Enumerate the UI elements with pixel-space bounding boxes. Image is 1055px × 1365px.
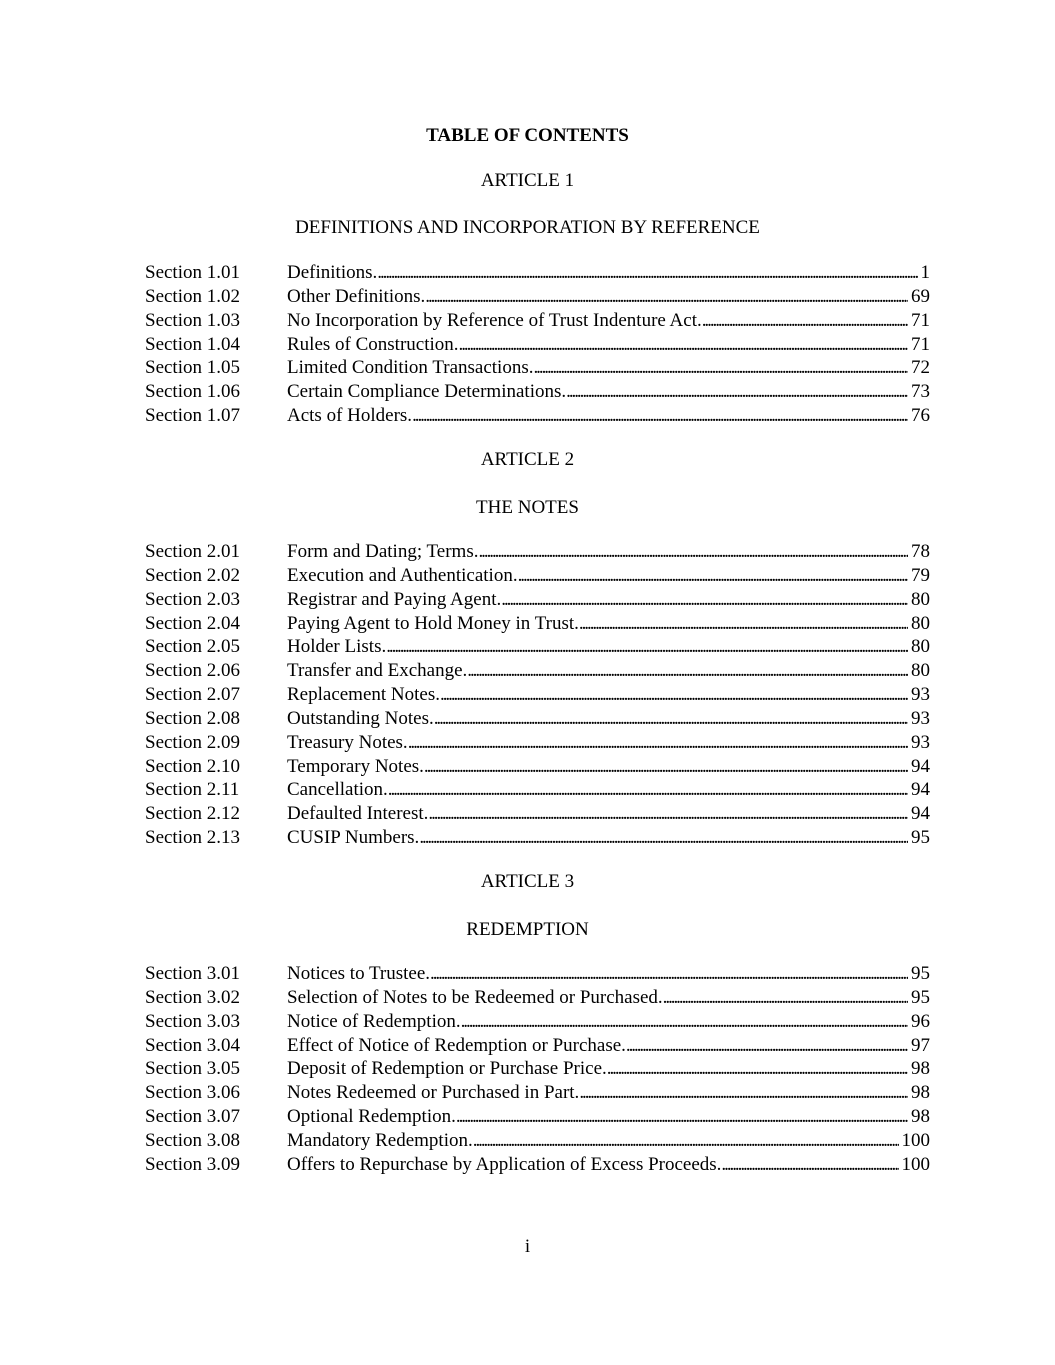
section-entry bbox=[287, 731, 930, 755]
toc-entry[interactable] bbox=[145, 261, 930, 285]
section-entry bbox=[287, 612, 930, 636]
dot-leader bbox=[533, 356, 908, 380]
toc-entry[interactable] bbox=[145, 707, 930, 731]
section-number: Section 3.07 bbox=[145, 1106, 240, 1128]
section-entry bbox=[287, 1010, 930, 1034]
section-number: Section 2.02 bbox=[145, 564, 240, 586]
section-entry bbox=[287, 1057, 930, 1081]
article-2-heading: THE NOTES bbox=[476, 497, 579, 518]
section-entry bbox=[287, 986, 930, 1010]
dot-leader bbox=[579, 612, 908, 636]
dot-leader bbox=[456, 1105, 908, 1129]
section-page-ref: 71 bbox=[911, 309, 930, 331]
section-title: Other Definitions. bbox=[287, 285, 426, 307]
section-entry bbox=[287, 564, 930, 588]
toc-entry[interactable] bbox=[145, 755, 930, 779]
dot-leader bbox=[702, 309, 908, 333]
dot-leader bbox=[388, 778, 908, 802]
dot-leader bbox=[461, 1010, 908, 1034]
dot-leader bbox=[425, 285, 908, 309]
section-number: Section 3.09 bbox=[145, 1153, 240, 1175]
section-page-ref: 78 bbox=[911, 541, 930, 562]
toc-entry[interactable] bbox=[145, 404, 930, 428]
section-page-ref: 80 bbox=[911, 660, 930, 682]
section-entry bbox=[287, 802, 930, 826]
section-title: Paying Agent to Hold Money in Trust. bbox=[287, 612, 579, 634]
toc-entry[interactable] bbox=[145, 1081, 930, 1105]
section-number: Section 3.01 bbox=[145, 963, 240, 984]
section-page-ref: 1 bbox=[920, 262, 930, 283]
section-entry bbox=[287, 1105, 930, 1129]
dot-leader bbox=[377, 261, 917, 285]
dot-leader bbox=[440, 683, 908, 707]
dot-leader bbox=[412, 404, 908, 428]
section-number: Section 3.05 bbox=[145, 1058, 240, 1080]
toc-entry[interactable] bbox=[145, 1153, 930, 1177]
dot-leader bbox=[430, 962, 908, 986]
dot-leader bbox=[566, 380, 908, 404]
toc-entry[interactable] bbox=[145, 802, 930, 826]
section-number: Section 2.04 bbox=[145, 612, 240, 634]
section-title: Defaulted Interest. bbox=[287, 803, 429, 825]
dot-leader bbox=[419, 826, 908, 850]
dot-leader bbox=[459, 333, 908, 357]
section-number: Section 2.12 bbox=[145, 803, 240, 825]
section-entry bbox=[287, 635, 930, 659]
section-entry bbox=[287, 261, 930, 285]
section-entry bbox=[287, 1153, 930, 1177]
section-page-ref: 100 bbox=[901, 1129, 930, 1151]
article-3-label: ARTICLE 3 bbox=[480, 871, 575, 892]
section-page-ref: 80 bbox=[911, 588, 930, 610]
section-number: Section 3.03 bbox=[145, 1010, 240, 1032]
section-entry bbox=[287, 333, 930, 357]
section-number: Section 2.07 bbox=[145, 684, 240, 706]
section-title: Definitions. bbox=[287, 262, 378, 283]
toc-entry[interactable] bbox=[145, 1034, 930, 1058]
section-number: Section 2.08 bbox=[145, 707, 240, 729]
dot-leader bbox=[478, 540, 908, 564]
toc-entry[interactable] bbox=[145, 1129, 930, 1153]
section-number: Section 1.04 bbox=[145, 333, 240, 355]
section-number: Section 1.03 bbox=[145, 309, 240, 331]
section-entry bbox=[287, 1081, 930, 1105]
dot-leader bbox=[721, 1153, 898, 1177]
section-page-ref: 95 bbox=[911, 986, 930, 1008]
toc-entry[interactable] bbox=[145, 962, 930, 986]
section-entry bbox=[287, 380, 930, 404]
section-page-ref: 95 bbox=[911, 827, 930, 849]
dot-leader bbox=[473, 1129, 899, 1153]
section-page-ref: 100 bbox=[901, 1153, 930, 1175]
section-number: Section 1.06 bbox=[145, 381, 240, 403]
section-title: Replacement Notes. bbox=[287, 684, 441, 706]
section-page-ref: 80 bbox=[911, 612, 930, 634]
dot-leader bbox=[467, 659, 908, 683]
section-page-ref: 93 bbox=[911, 707, 930, 729]
article-1-heading: DEFINITIONS AND INCORPORATION BY REFERENCE bbox=[295, 217, 760, 238]
section-title: Notes Redeemed or Purchased in Part. bbox=[287, 1082, 580, 1104]
section-page-ref: 94 bbox=[911, 755, 930, 777]
section-number: Section 1.01 bbox=[145, 262, 240, 283]
section-entry bbox=[287, 404, 930, 428]
dot-leader bbox=[579, 1081, 908, 1105]
section-title: Outstanding Notes. bbox=[287, 707, 434, 729]
section-entry bbox=[287, 540, 930, 564]
toc-entry[interactable] bbox=[145, 683, 930, 707]
section-number: Section 2.06 bbox=[145, 660, 240, 682]
section-number: Section 3.06 bbox=[145, 1082, 240, 1104]
section-page-ref: 80 bbox=[911, 636, 930, 658]
article-1-label: ARTICLE 1 bbox=[480, 170, 575, 191]
section-entry bbox=[287, 356, 930, 380]
section-page-ref: 94 bbox=[911, 779, 930, 801]
section-page-ref: 72 bbox=[911, 357, 930, 379]
section-entry bbox=[287, 683, 930, 707]
section-entry bbox=[287, 778, 930, 802]
dot-leader bbox=[518, 564, 908, 588]
section-title: Holder Lists. bbox=[287, 636, 387, 658]
toc-entry[interactable] bbox=[145, 564, 930, 588]
section-number: Section 2.11 bbox=[145, 779, 240, 801]
dot-leader bbox=[386, 635, 908, 659]
section-title: Acts of Holders. bbox=[287, 405, 413, 427]
toc-entry[interactable] bbox=[145, 659, 930, 683]
section-title: CUSIP Numbers. bbox=[287, 827, 420, 849]
dot-leader bbox=[626, 1034, 908, 1058]
article-3-section-list bbox=[145, 962, 930, 1177]
section-number: Section 2.09 bbox=[145, 731, 240, 753]
toc-entry[interactable] bbox=[145, 380, 930, 404]
dot-leader bbox=[434, 707, 908, 731]
toc-entry[interactable] bbox=[145, 731, 930, 755]
toc-entry[interactable] bbox=[145, 986, 930, 1010]
section-number: Section 1.02 bbox=[145, 285, 240, 307]
section-page-ref: 94 bbox=[911, 803, 930, 825]
section-title: Selection of Notes to be Redeemed or Purchased. bbox=[287, 986, 663, 1008]
section-title: Offers to Repurchase by Application of Excess Proceeds. bbox=[287, 1153, 722, 1175]
toc-entry[interactable] bbox=[145, 540, 930, 564]
section-title: No Incorporation by Reference of Trust Indenture Act. bbox=[287, 309, 702, 331]
article-2-label: ARTICLE 2 bbox=[480, 449, 575, 470]
section-page-ref: 93 bbox=[911, 684, 930, 706]
section-page-ref: 98 bbox=[911, 1106, 930, 1128]
section-title: Cancellation. bbox=[287, 779, 388, 801]
section-page-ref: 71 bbox=[911, 333, 930, 355]
section-page-ref: 98 bbox=[911, 1058, 930, 1080]
dot-leader bbox=[663, 986, 908, 1010]
section-title: Execution and Authentication. bbox=[287, 564, 518, 586]
toc-entry[interactable] bbox=[145, 826, 930, 850]
article-1-section-list bbox=[145, 261, 930, 428]
section-number: Section 2.01 bbox=[145, 541, 240, 562]
section-page-ref: 69 bbox=[911, 285, 930, 307]
section-title: Mandatory Redemption. bbox=[287, 1129, 473, 1151]
dot-leader bbox=[501, 588, 908, 612]
section-title: Treasury Notes. bbox=[287, 731, 408, 753]
toc-entry[interactable] bbox=[145, 1010, 930, 1034]
toc-entry[interactable] bbox=[145, 285, 930, 309]
dot-leader bbox=[424, 755, 908, 779]
section-page-ref: 93 bbox=[911, 731, 930, 753]
section-entry bbox=[287, 755, 930, 779]
toc-entry[interactable] bbox=[145, 778, 930, 802]
section-number: Section 2.05 bbox=[145, 636, 240, 658]
section-title: Transfer and Exchange. bbox=[287, 660, 468, 682]
toc-entry[interactable] bbox=[145, 588, 930, 612]
section-entry bbox=[287, 826, 930, 850]
section-entry bbox=[287, 588, 930, 612]
section-title: Rules of Construction. bbox=[287, 333, 459, 355]
section-title: Limited Condition Transactions. bbox=[287, 357, 534, 379]
section-entry bbox=[287, 962, 930, 986]
section-title: Deposit of Redemption or Purchase Price. bbox=[287, 1058, 607, 1080]
section-title: Effect of Notice of Redemption or Purchase. bbox=[287, 1034, 626, 1056]
section-number: Section 3.08 bbox=[145, 1129, 240, 1151]
section-entry bbox=[287, 659, 930, 683]
section-page-ref: 96 bbox=[911, 1010, 930, 1032]
section-entry bbox=[287, 707, 930, 731]
section-page-ref: 98 bbox=[911, 1082, 930, 1104]
toc-title: TABLE OF CONTENTS bbox=[426, 125, 629, 146]
toc-entry[interactable] bbox=[145, 356, 930, 380]
section-number: Section 2.10 bbox=[145, 755, 240, 777]
article-2-section-list bbox=[145, 540, 930, 850]
toc-entry[interactable] bbox=[145, 612, 930, 636]
section-title: Form and Dating; Terms. bbox=[287, 541, 479, 562]
section-page-ref: 76 bbox=[911, 405, 930, 427]
section-number: Section 2.13 bbox=[145, 827, 240, 849]
page-number: i bbox=[524, 1236, 531, 1257]
toc-entry[interactable] bbox=[145, 635, 930, 659]
section-page-ref: 79 bbox=[911, 564, 930, 586]
section-number: Section 2.03 bbox=[145, 588, 240, 610]
section-title: Temporary Notes. bbox=[287, 755, 424, 777]
section-entry bbox=[287, 285, 930, 309]
section-page-ref: 73 bbox=[911, 381, 930, 403]
section-number: Section 1.05 bbox=[145, 357, 240, 379]
section-title: Notices to Trustee. bbox=[287, 963, 431, 984]
toc-entry[interactable] bbox=[145, 309, 930, 333]
section-title: Registrar and Paying Agent. bbox=[287, 588, 502, 610]
section-title: Notice of Redemption. bbox=[287, 1010, 461, 1032]
toc-entry[interactable] bbox=[145, 1057, 930, 1081]
section-entry bbox=[287, 1129, 930, 1153]
article-3-heading: REDEMPTION bbox=[466, 919, 589, 940]
section-entry bbox=[287, 1034, 930, 1058]
section-number: Section 3.02 bbox=[145, 986, 240, 1008]
dot-leader bbox=[428, 802, 908, 826]
section-page-ref: 97 bbox=[911, 1034, 930, 1056]
section-title: Certain Compliance Determinations. bbox=[287, 381, 567, 403]
dot-leader bbox=[408, 731, 908, 755]
section-number: Section 1.07 bbox=[145, 405, 240, 427]
section-title: Optional Redemption. bbox=[287, 1106, 456, 1128]
toc-entry[interactable] bbox=[145, 333, 930, 357]
section-number: Section 3.04 bbox=[145, 1034, 240, 1056]
dot-leader bbox=[607, 1057, 908, 1081]
section-entry bbox=[287, 309, 930, 333]
section-page-ref: 95 bbox=[911, 963, 930, 984]
toc-entry[interactable] bbox=[145, 1105, 930, 1129]
